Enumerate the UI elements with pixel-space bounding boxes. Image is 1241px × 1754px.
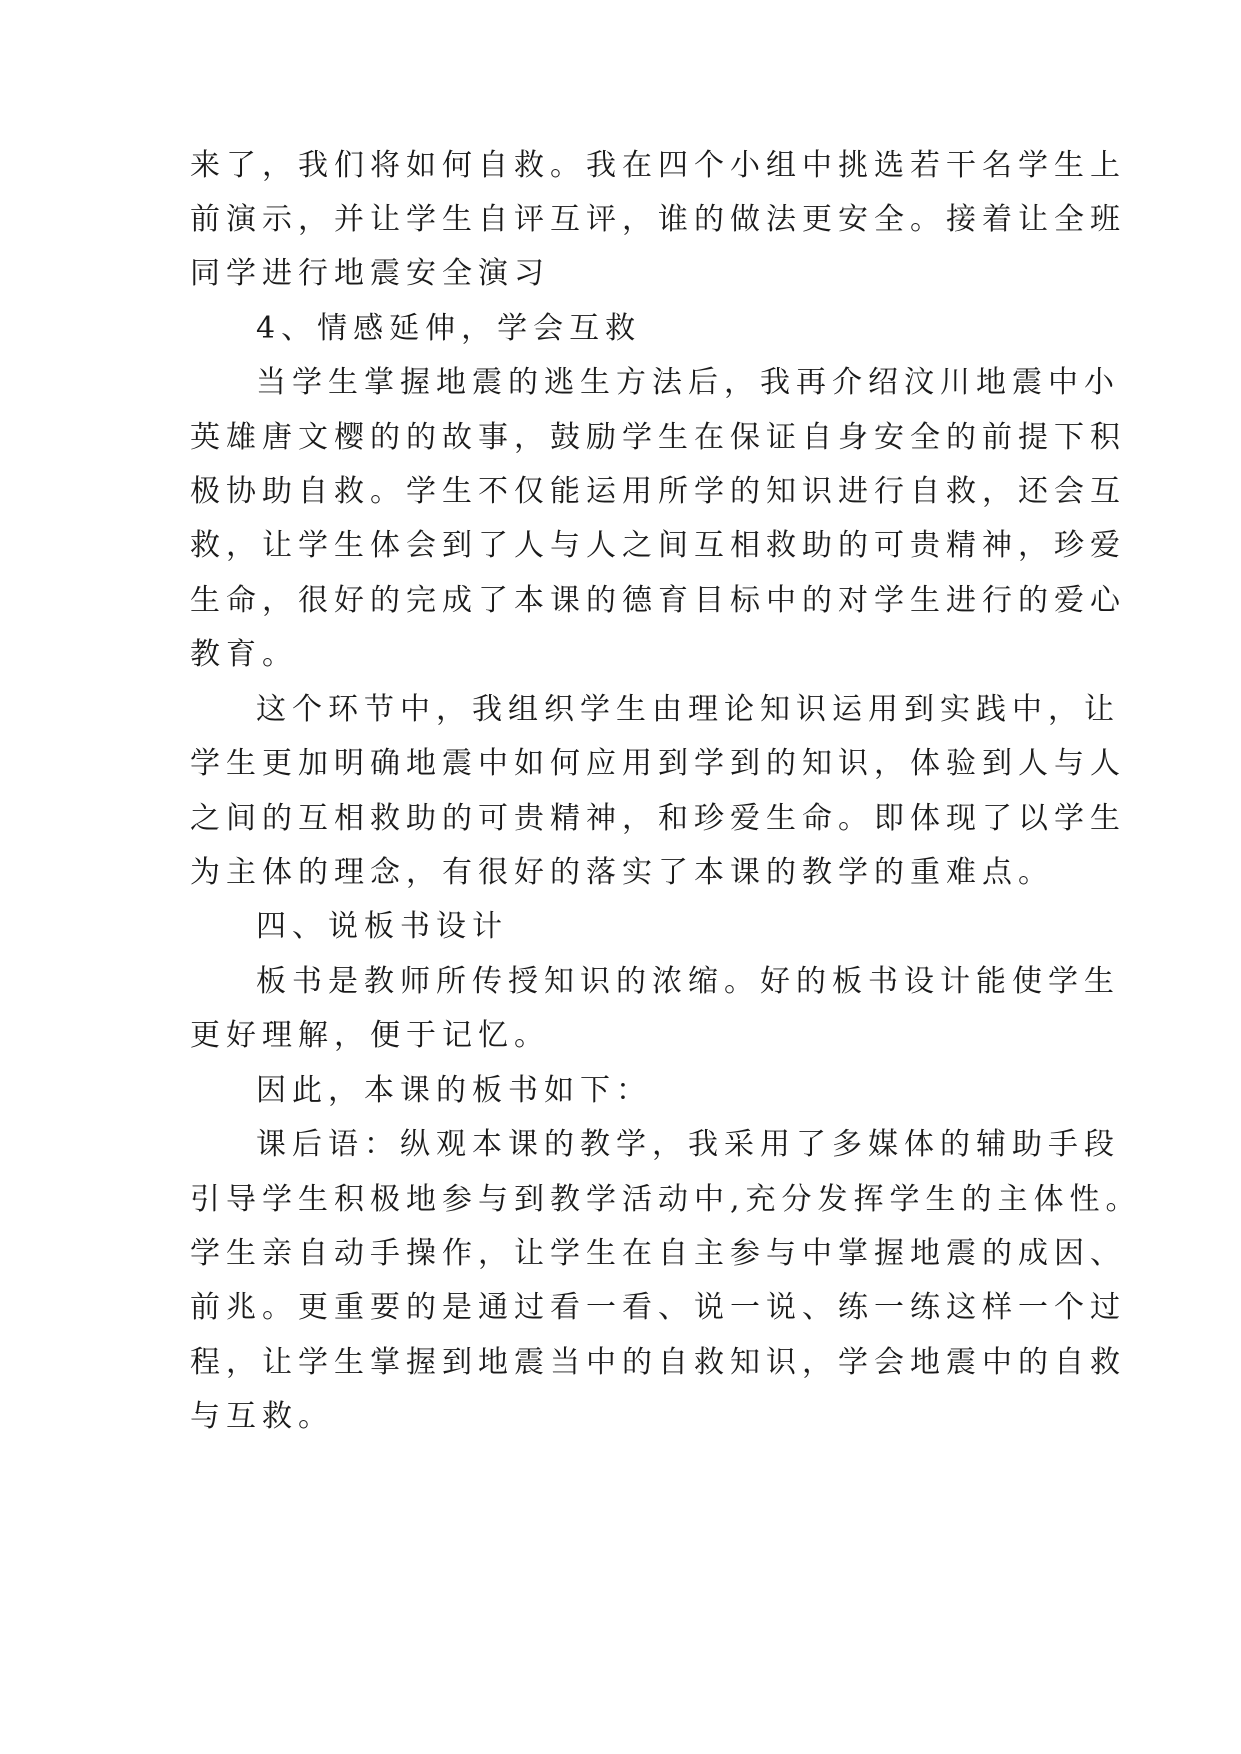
text-line: 这个环节中，我组织学生由理论知识运用到实践中，让	[256, 692, 1120, 727]
text-line: 教育。	[190, 637, 298, 672]
text-line: 学生更加明确地震中如何应用到学到的知识，体验到人与人	[190, 746, 1126, 781]
text-line: 板书是教师所传授知识的浓缩。好的板书设计能使学生	[256, 964, 1120, 999]
text-line: 更好理解，便于记忆。	[190, 1018, 550, 1053]
text-line: 之间的互相救助的可贵精神，和珍爱生命。即体现了以学生	[190, 801, 1126, 836]
text-line: 引导学生积极地参与到教学活动中,充分发挥学生的主体性。	[190, 1182, 1142, 1217]
text-line: 极协助自救。学生不仅能运用所学的知识进行自救，还会互	[190, 474, 1126, 509]
text-line: 与互救。	[190, 1399, 334, 1434]
text-line: 当学生掌握地震的逃生方法后，我再介绍汶川地震中小	[256, 365, 1120, 400]
text-line: 前演示，并让学生自评互评，谁的做法更安全。接着让全班	[190, 202, 1126, 237]
text-line: 因此，本课的板书如下：	[256, 1073, 652, 1108]
text-line: 为主体的理念，有很好的落实了本课的教学的重难点。	[190, 855, 1054, 890]
text-line: 程，让学生掌握到地震当中的自救知识，学会地震中的自救	[190, 1345, 1126, 1380]
text-line: 学生亲自动手操作，让学生在自主参与中掌握地震的成因、	[190, 1236, 1126, 1271]
text-line: 来了，我们将如何自救。我在四个小组中挑选若干名学生上	[190, 148, 1126, 183]
text-line: 英雄唐文樱的的故事，鼓励学生在保证自身安全的前提下积	[190, 420, 1126, 455]
section-heading: 四、说板书设计	[256, 909, 508, 944]
text-line: 生命，很好的完成了本课的德育目标中的对学生进行的爱心	[190, 583, 1126, 618]
text-line: 救，让学生体会到了人与人之间互相救助的可贵精神，珍爱	[190, 528, 1126, 563]
text-line: 课后语：纵观本课的教学，我采用了多媒体的辅助手段	[256, 1127, 1120, 1162]
text-line: 同学进行地震安全演习	[190, 256, 550, 291]
text-line: 前兆。更重要的是通过看一看、说一说、练一练这样一个过	[190, 1290, 1126, 1325]
section-heading: 4、情感延伸，学会互救	[256, 311, 642, 346]
